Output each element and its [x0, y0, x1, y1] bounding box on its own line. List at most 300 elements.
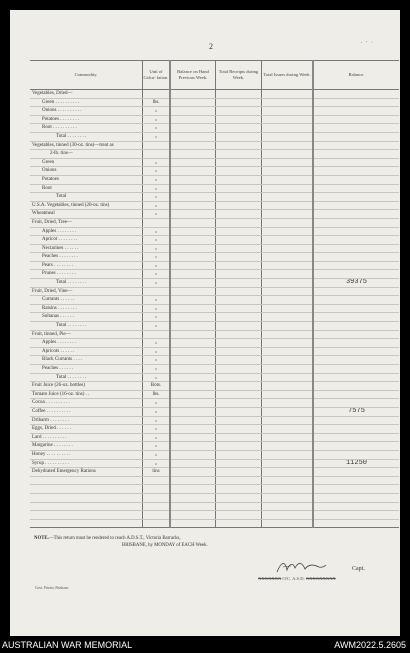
row-receipts — [216, 270, 262, 279]
row-issues — [262, 459, 314, 468]
row-receipts — [216, 167, 262, 176]
row-issues — [262, 98, 314, 107]
row-balance — [313, 382, 399, 391]
pencil-marks: · ⸱ · — [360, 40, 374, 46]
row-commodity: Margarine . . . . . . . . — [30, 442, 143, 451]
table-row — [30, 304, 399, 313]
row-balance-prev — [170, 98, 216, 107]
handwritten-signature — [275, 558, 327, 576]
row-balance — [313, 270, 399, 279]
table-row — [30, 279, 399, 288]
row-balance-prev — [170, 150, 216, 159]
row-balance-prev — [170, 433, 216, 442]
struck-text-a: XXXXXXX — [258, 576, 282, 581]
blank-cell — [30, 476, 143, 485]
row-receipts — [216, 304, 262, 313]
row-balance-prev — [170, 468, 216, 477]
row-balance-prev — [170, 218, 216, 227]
ledger-table — [30, 60, 399, 528]
row-commodity: Fruit Juice (26-oz. bottles) — [30, 382, 143, 391]
col-unit: Unit of Calcu- lation. — [143, 61, 171, 90]
row-receipts — [216, 175, 262, 184]
blank-cell — [262, 519, 314, 528]
row-balance — [313, 442, 399, 451]
row-issues — [262, 304, 314, 313]
page-number: 2 — [209, 42, 213, 51]
table-row — [30, 313, 399, 322]
row-balance: 11250 — [313, 459, 399, 468]
row-commodity: Tomato Juice (16-oz. tins) . . — [30, 390, 143, 399]
row-balance-prev — [170, 365, 216, 374]
row-commodity: Sultanas . . . . . . — [30, 313, 143, 322]
blank-cell — [143, 485, 171, 494]
col-issues: Total Issues during Week. — [262, 61, 314, 90]
table-row — [30, 201, 399, 210]
row-balance-prev — [170, 416, 216, 425]
row-balance — [313, 184, 399, 193]
row-unit: „ — [143, 459, 171, 468]
row-unit: „ — [143, 236, 171, 245]
row-unit: „ — [143, 416, 171, 425]
row-commodity: Fruit, Dried, Vine— — [30, 287, 143, 296]
row-issues — [262, 124, 314, 133]
blank-cell — [143, 476, 171, 485]
row-balance — [313, 167, 399, 176]
table-row — [30, 399, 399, 408]
row-issues — [262, 90, 314, 99]
row-unit: „ — [143, 158, 171, 167]
archive-name: AUSTRALIAN WAR MEMORIAL — [2, 640, 133, 650]
row-balance — [313, 193, 399, 202]
table-row — [30, 115, 399, 124]
table-row — [30, 270, 399, 279]
row-issues — [262, 373, 314, 382]
blank-row — [30, 485, 399, 494]
row-balance — [313, 450, 399, 459]
row-issues — [262, 330, 314, 339]
row-unit: tins — [143, 468, 171, 477]
row-receipts — [216, 201, 262, 210]
row-issues — [262, 244, 314, 253]
row-unit: „ — [143, 322, 171, 331]
row-balance-prev — [170, 261, 216, 270]
row-receipts — [216, 210, 262, 219]
row-balance-prev — [170, 382, 216, 391]
row-balance — [313, 330, 399, 339]
col-receipts: Total Receipts during Week. — [216, 61, 262, 90]
row-receipts — [216, 107, 262, 116]
row-commodity: Cocoa . . . . . . . . . . — [30, 399, 143, 408]
row-balance-prev — [170, 356, 216, 365]
row-balance-prev — [170, 107, 216, 116]
blank-cell — [313, 476, 399, 485]
row-receipts — [216, 425, 262, 434]
row-balance-prev — [170, 193, 216, 202]
row-balance-prev — [170, 296, 216, 305]
row-receipts — [216, 416, 262, 425]
row-balance — [313, 150, 399, 159]
note-prefix: NOTE. — [34, 536, 49, 541]
col-balance-prev: Balance on Hand Previous Week. — [170, 61, 216, 90]
row-commodity: 2-lb. tins— — [30, 150, 143, 159]
document-page — [10, 10, 400, 636]
row-commodity: Total . . . . . . . . — [30, 279, 143, 288]
row-balance — [313, 347, 399, 356]
table-row — [30, 450, 399, 459]
row-unit: „ — [143, 124, 171, 133]
row-commodity: Coffee . . . . . . . . . . — [30, 407, 143, 416]
table-row — [30, 90, 399, 99]
signature-rank: Capt. — [352, 566, 365, 572]
row-issues — [262, 296, 314, 305]
col-balance: Balance. — [313, 61, 399, 90]
table-row — [30, 390, 399, 399]
row-issues — [262, 218, 314, 227]
row-unit: lbs. — [143, 98, 171, 107]
row-issues — [262, 407, 314, 416]
signature-designation — [258, 576, 336, 581]
row-balance-prev — [170, 167, 216, 176]
blank-cell — [216, 502, 262, 511]
row-receipts — [216, 450, 262, 459]
row-commodity: Onions — [30, 167, 143, 176]
row-commodity: Peaches . . . . . . — [30, 365, 143, 374]
row-issues — [262, 227, 314, 236]
row-issues — [262, 279, 314, 288]
row-unit: „ — [143, 167, 171, 176]
row-receipts — [216, 184, 262, 193]
row-balance-prev — [170, 442, 216, 451]
row-commodity: Total . . . . . . . . — [30, 322, 143, 331]
row-commodity: Lard . . . . . . . . . . — [30, 433, 143, 442]
row-receipts — [216, 141, 262, 150]
row-receipts — [216, 339, 262, 348]
row-receipts — [216, 261, 262, 270]
row-issues — [262, 287, 314, 296]
blank-row — [30, 519, 399, 528]
table-row — [30, 442, 399, 451]
row-balance — [313, 322, 399, 331]
blank-row — [30, 493, 399, 502]
row-commodity: Apricot . . . . . . . . — [30, 236, 143, 245]
row-balance-prev — [170, 184, 216, 193]
row-balance-prev — [170, 227, 216, 236]
row-commodity: Green . . . . . . . . . . — [30, 98, 143, 107]
row-unit: „ — [143, 373, 171, 382]
row-balance — [313, 218, 399, 227]
row-balance-prev — [170, 244, 216, 253]
row-commodity: Pears . . . . . . . . — [30, 261, 143, 270]
row-commodity: Apples . . . . . . . . — [30, 227, 143, 236]
row-balance — [313, 399, 399, 408]
row-commodity: Apples . . . . . . . . — [30, 339, 143, 348]
row-commodity: Wheatmeal — [30, 210, 143, 219]
row-commodity: Onions . . . . . . . . . . — [30, 107, 143, 116]
row-issues — [262, 399, 314, 408]
table-row — [30, 468, 399, 477]
blank-cell — [170, 476, 216, 485]
row-balance-prev — [170, 141, 216, 150]
table-row — [30, 98, 399, 107]
row-unit: „ — [143, 450, 171, 459]
row-issues — [262, 184, 314, 193]
row-receipts — [216, 459, 262, 468]
row-balance — [313, 107, 399, 116]
row-unit: „ — [143, 184, 171, 193]
row-balance-prev — [170, 339, 216, 348]
blank-cell — [143, 511, 171, 520]
row-balance-prev — [170, 236, 216, 245]
blank-cell — [30, 511, 143, 520]
row-issues — [262, 261, 314, 270]
blank-cell — [170, 493, 216, 502]
struck-text-b: XXXXXXXXX — [305, 576, 336, 581]
row-balance — [313, 244, 399, 253]
row-receipts — [216, 193, 262, 202]
row-balance-prev — [170, 450, 216, 459]
row-commodity: Total — [30, 193, 143, 202]
row-balance: 39375 — [313, 279, 399, 288]
row-receipts — [216, 150, 262, 159]
row-balance — [313, 416, 399, 425]
blank-cell — [170, 485, 216, 494]
row-receipts — [216, 399, 262, 408]
row-receipts — [216, 279, 262, 288]
table-row — [30, 184, 399, 193]
row-commodity: Fruit, Dried, Tree— — [30, 218, 143, 227]
archive-ref: AWM2022.5.2605 — [334, 640, 406, 650]
row-unit — [143, 150, 171, 159]
row-unit: „ — [143, 296, 171, 305]
blank-cell — [143, 493, 171, 502]
row-commodity: Peaches . . . . . . . . — [30, 253, 143, 262]
table-row — [30, 433, 399, 442]
row-unit: „ — [143, 210, 171, 219]
row-receipts — [216, 236, 262, 245]
row-receipts — [216, 253, 262, 262]
row-unit: „ — [143, 304, 171, 313]
row-receipts — [216, 296, 262, 305]
row-balance-prev — [170, 313, 216, 322]
table-row — [30, 132, 399, 141]
table-row — [30, 459, 399, 468]
row-issues — [262, 313, 314, 322]
row-issues — [262, 201, 314, 210]
row-receipts — [216, 373, 262, 382]
row-issues — [262, 365, 314, 374]
row-receipts — [216, 407, 262, 416]
printer-credit: Govt. Printer, Brisbane. — [35, 586, 70, 590]
blank-cell — [313, 511, 399, 520]
col-commodity: Commodity. — [30, 61, 143, 90]
row-receipts — [216, 356, 262, 365]
row-receipts — [216, 158, 262, 167]
table-row — [30, 261, 399, 270]
table-row — [30, 373, 399, 382]
row-issues — [262, 253, 314, 262]
row-commodity: Vegetables, Dried— — [30, 90, 143, 99]
row-balance-prev — [170, 201, 216, 210]
table-row — [30, 356, 399, 365]
row-issues — [262, 356, 314, 365]
table-row — [30, 124, 399, 133]
row-balance — [313, 365, 399, 374]
row-issues — [262, 433, 314, 442]
row-unit: „ — [143, 270, 171, 279]
row-balance — [313, 98, 399, 107]
row-unit: „ — [143, 313, 171, 322]
row-balance — [313, 390, 399, 399]
row-commodity: Honey . . . . . . . . . . — [30, 450, 143, 459]
row-balance-prev — [170, 210, 216, 219]
table-row — [30, 339, 399, 348]
row-unit: „ — [143, 425, 171, 434]
row-balance — [313, 132, 399, 141]
row-issues — [262, 382, 314, 391]
row-receipts — [216, 244, 262, 253]
row-unit: „ — [143, 244, 171, 253]
row-commodity: Green — [30, 158, 143, 167]
row-issues — [262, 425, 314, 434]
table-row — [30, 382, 399, 391]
row-unit: „ — [143, 442, 171, 451]
row-unit: „ — [143, 201, 171, 210]
return-note — [34, 535, 208, 549]
row-unit: „ — [143, 193, 171, 202]
row-issues — [262, 270, 314, 279]
row-balance-prev — [170, 279, 216, 288]
row-balance-prev — [170, 287, 216, 296]
archive-footer — [0, 639, 410, 653]
row-balance — [313, 115, 399, 124]
row-unit — [143, 141, 171, 150]
row-issues — [262, 167, 314, 176]
row-issues — [262, 115, 314, 124]
blank-cell — [143, 502, 171, 511]
row-unit — [143, 218, 171, 227]
row-commodity: Apricots . . . . . . — [30, 347, 143, 356]
row-commodity: Total . . . . . . . . — [30, 373, 143, 382]
table-row — [30, 141, 399, 150]
table-row — [30, 330, 399, 339]
table-row — [30, 158, 399, 167]
row-balance — [313, 210, 399, 219]
table-row — [30, 287, 399, 296]
blank-row — [30, 476, 399, 485]
row-balance-prev — [170, 124, 216, 133]
row-balance — [313, 158, 399, 167]
row-unit: „ — [143, 107, 171, 116]
row-unit: „ — [143, 407, 171, 416]
blank-cell — [313, 485, 399, 494]
row-issues — [262, 390, 314, 399]
row-issues — [262, 468, 314, 477]
row-issues — [262, 141, 314, 150]
blank-cell — [313, 502, 399, 511]
row-commodity: Currants . . . . . . — [30, 296, 143, 305]
row-balance-prev — [170, 304, 216, 313]
row-unit: „ — [143, 279, 171, 288]
table-row — [30, 365, 399, 374]
row-unit: „ — [143, 356, 171, 365]
table-row — [30, 150, 399, 159]
table-row — [30, 218, 399, 227]
row-commodity: Raisins . . . . . . . . — [30, 304, 143, 313]
table-row — [30, 167, 399, 176]
row-receipts — [216, 330, 262, 339]
table-row — [30, 244, 399, 253]
blank-row — [30, 511, 399, 520]
row-unit: „ — [143, 399, 171, 408]
table-row — [30, 407, 399, 416]
row-balance — [313, 373, 399, 382]
row-issues — [262, 450, 314, 459]
row-unit: „ — [143, 433, 171, 442]
row-balance — [313, 296, 399, 305]
table-row — [30, 347, 399, 356]
row-receipts — [216, 347, 262, 356]
row-unit — [143, 330, 171, 339]
row-receipts — [216, 287, 262, 296]
row-receipts — [216, 322, 262, 331]
row-balance — [313, 468, 399, 477]
row-receipts — [216, 115, 262, 124]
table-row — [30, 227, 399, 236]
row-receipts — [216, 382, 262, 391]
row-commodity: Total . . . . . . . . — [30, 132, 143, 141]
blank-cell — [216, 511, 262, 520]
row-balance-prev — [170, 90, 216, 99]
blank-cell — [313, 519, 399, 528]
row-unit: „ — [143, 227, 171, 236]
row-commodity: Dribarm . . . . . . . . — [30, 416, 143, 425]
row-receipts — [216, 124, 262, 133]
row-commodity: Nectarines . . . . . . — [30, 244, 143, 253]
row-balance-prev — [170, 407, 216, 416]
row-issues — [262, 322, 314, 331]
ledger-header-row — [30, 61, 399, 90]
blank-cell — [262, 476, 314, 485]
row-balance — [313, 175, 399, 184]
row-receipts — [216, 442, 262, 451]
row-issues — [262, 442, 314, 451]
row-balance-prev — [170, 425, 216, 434]
row-balance — [313, 236, 399, 245]
row-issues — [262, 175, 314, 184]
row-issues — [262, 210, 314, 219]
row-unit: „ — [143, 115, 171, 124]
blank-cell — [262, 502, 314, 511]
row-balance-prev — [170, 253, 216, 262]
row-commodity: Syrup . . . . . . . . . . — [30, 459, 143, 468]
blank-cell — [30, 493, 143, 502]
row-balance — [313, 356, 399, 365]
row-issues — [262, 416, 314, 425]
row-balance-prev — [170, 459, 216, 468]
row-receipts — [216, 365, 262, 374]
row-unit — [143, 90, 171, 99]
row-commodity: U.S.A. Vegetables, tinned (20-oz. tins) — [30, 201, 143, 210]
row-issues — [262, 150, 314, 159]
table-row — [30, 175, 399, 184]
note-line2: BRISBANE, by MONDAY of EACH Week. — [122, 543, 208, 548]
row-balance-prev — [170, 158, 216, 167]
designation: O/C. A.S.D. — [282, 576, 305, 581]
row-unit: „ — [143, 175, 171, 184]
row-balance — [313, 253, 399, 262]
row-balance-prev — [170, 373, 216, 382]
row-balance — [313, 227, 399, 236]
